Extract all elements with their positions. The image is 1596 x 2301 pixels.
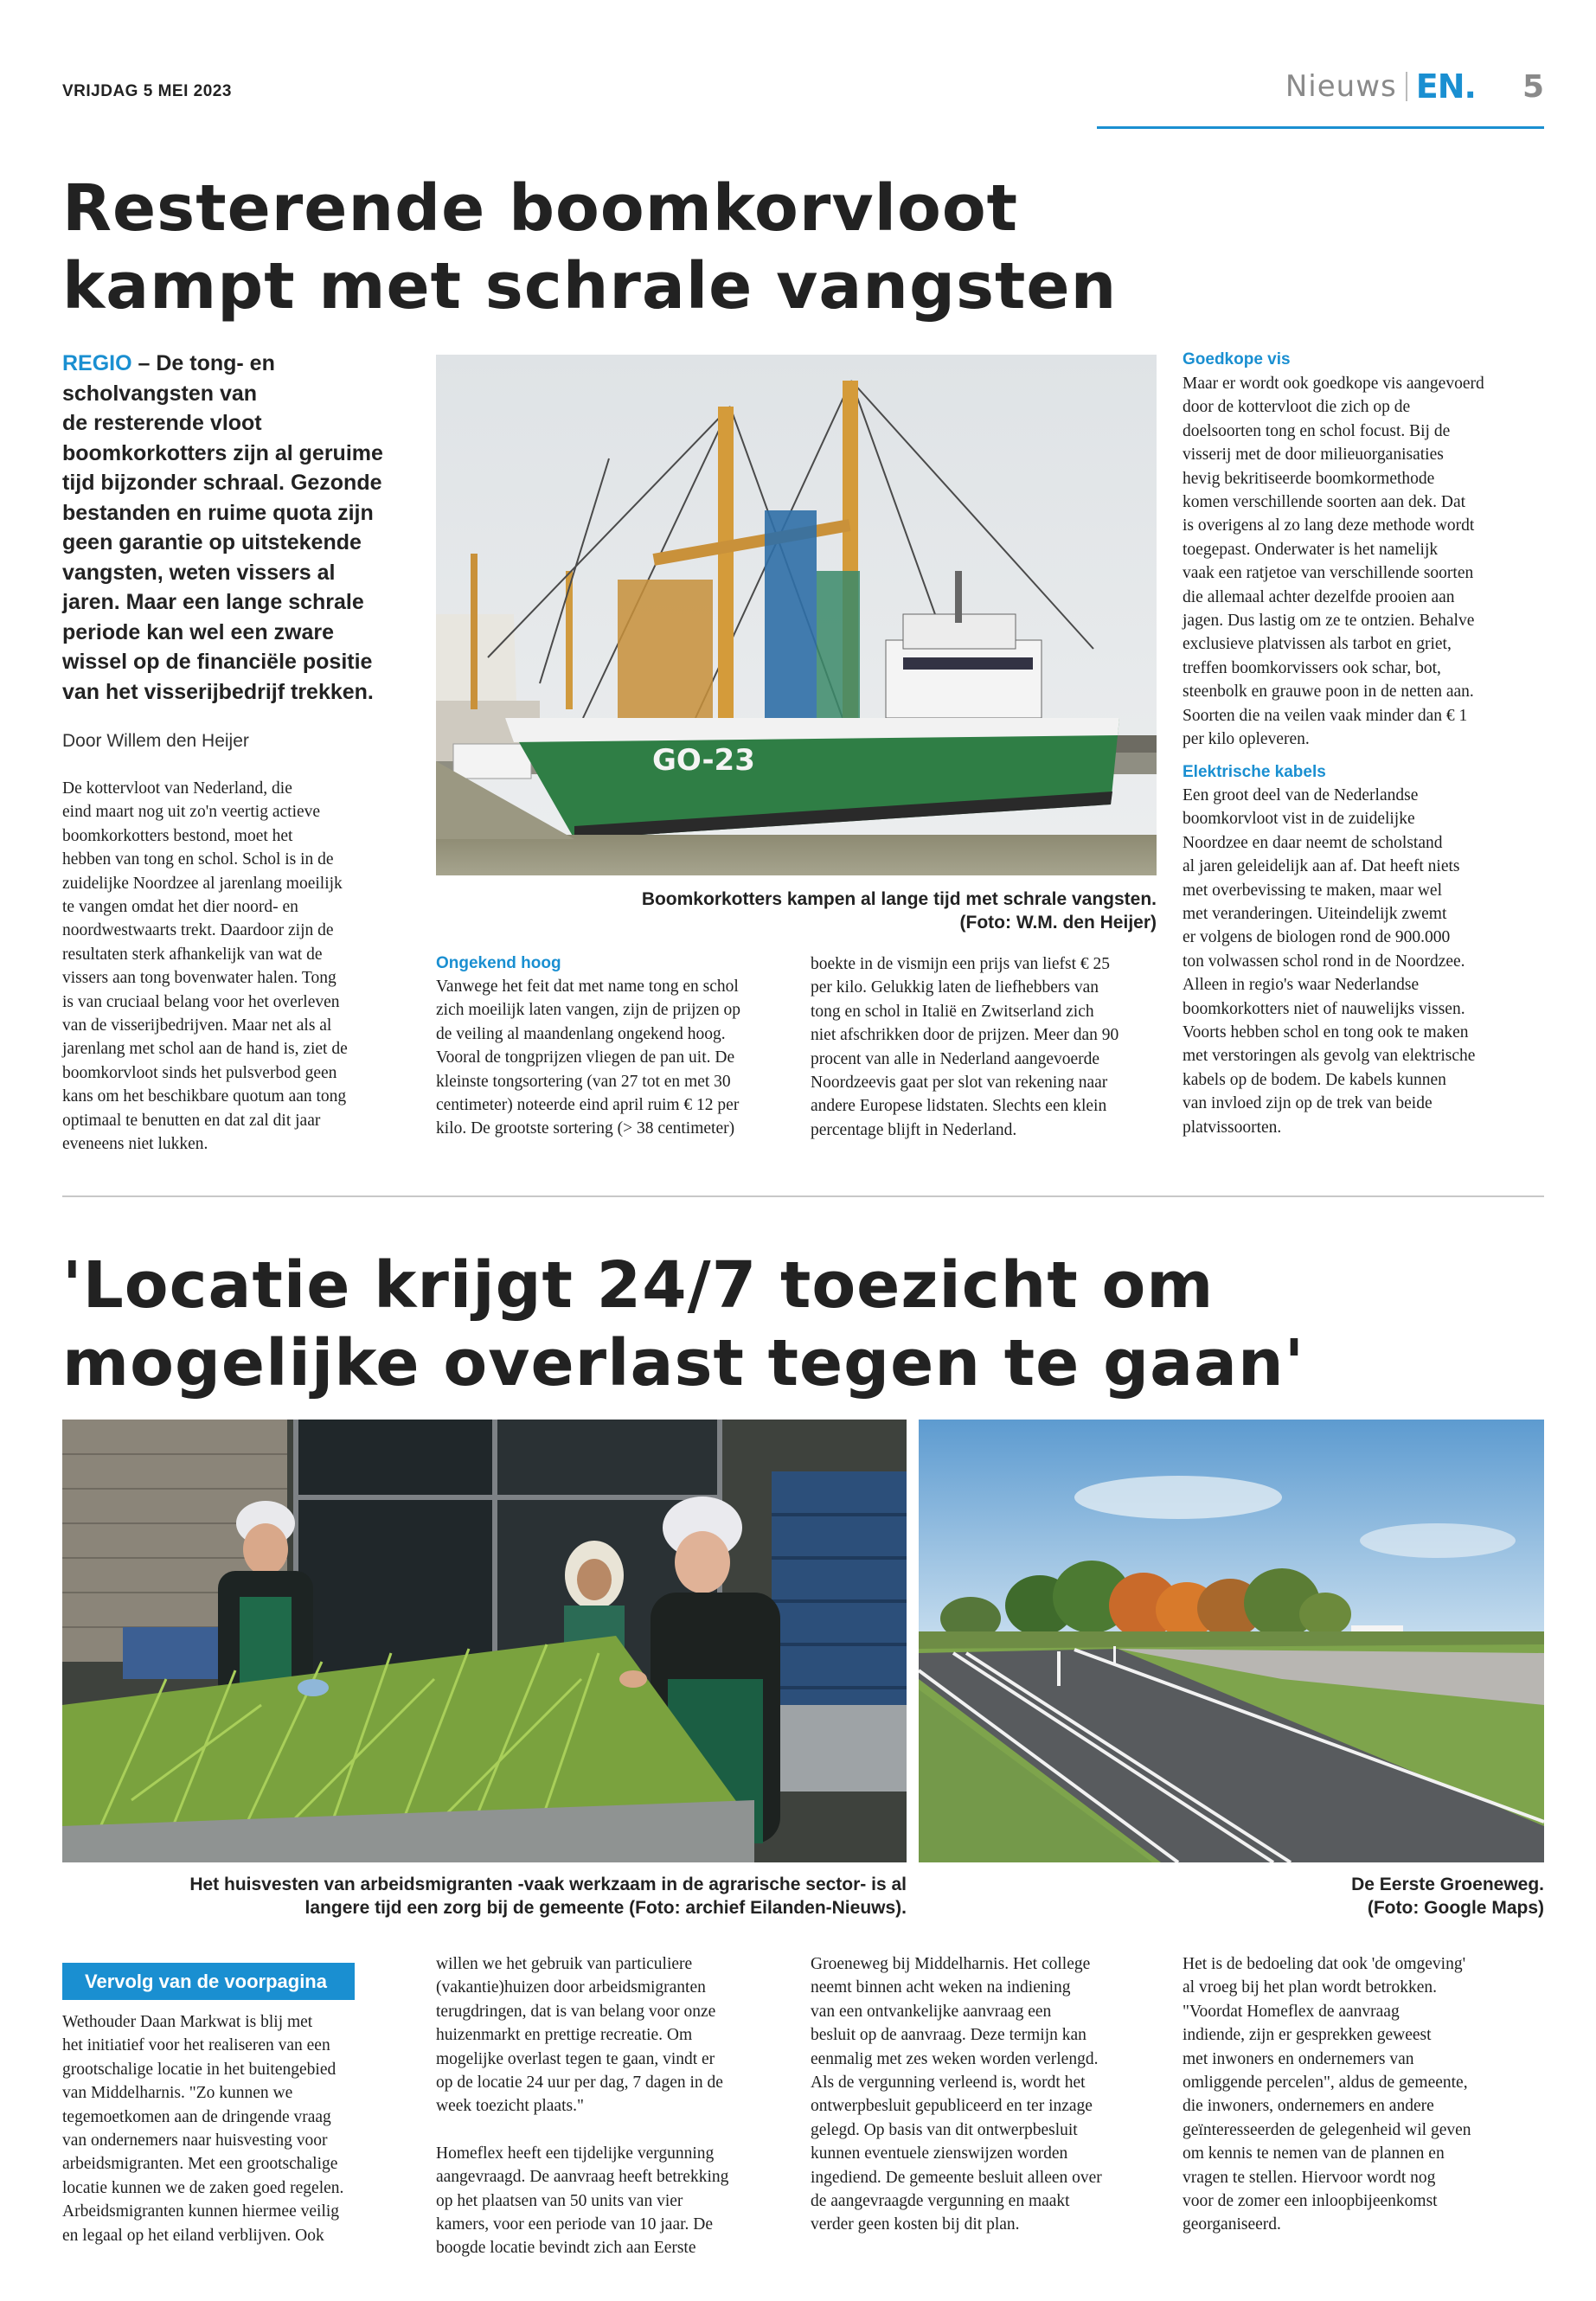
- subhead-goedkope-vis: Goedkope vis: [1183, 350, 1291, 369]
- body-line: boomkorvloot vist in de zuidelijke: [1183, 810, 1415, 829]
- body-line: per kilo opleveren.: [1183, 730, 1310, 749]
- article1-headline-line: Resterende boomkorvloot: [62, 171, 1019, 246]
- article2-photo-caption-right: [919, 1873, 1544, 1920]
- body-line: om kennis te nemen van de plannen en: [1183, 2144, 1445, 2163]
- body-line: komen verschillende soorten aan dek. Dat: [1183, 493, 1466, 512]
- body-line: exclusieve platvissen als tarbot en griet,: [1183, 635, 1452, 654]
- body-line: noordwestwaarts trekt. Daardoor zijn de: [62, 921, 334, 940]
- caption-line: Boomkorkotters kampen al lange tijd met schrale vangsten.: [641, 889, 1157, 909]
- body-line: ingediend. De gemeente besluit alleen over: [811, 2168, 1102, 2187]
- section-label: Nieuws: [1285, 69, 1397, 104]
- body-line: jarenlang met schol aan de hand is, ziet de: [62, 1040, 348, 1059]
- body-line: willen we het gebruik van particuliere: [436, 1955, 693, 1973]
- body-line: de veiling al maandenlang ongekend hoog.: [436, 1024, 726, 1043]
- body-line: boomkorvloot sinds het pulsverbod geen: [62, 1063, 337, 1082]
- body-line: Vooral de tongprijzen vliegen de pan uit. De: [436, 1048, 735, 1067]
- article2-headline: [62, 1247, 1304, 1402]
- body-line: Een groot deel van de Nederlandse: [1183, 786, 1419, 804]
- body-line: verder geen kosten bij dit plan.: [811, 2215, 1020, 2234]
- newspaper-logo: EN.: [1415, 67, 1476, 106]
- body-line: tong en schol in Italië en Zwitserland zich: [811, 1002, 1094, 1021]
- article1-col4-body-a: [1183, 372, 1546, 752]
- article2-col4-body: [1183, 1952, 1546, 2237]
- body-line: die allemaal achter dezelfde prooien aan: [1183, 587, 1455, 606]
- lead-location: REGIO: [62, 351, 132, 375]
- body-line: kleinste tongsortering (van 27 tot en met 30: [436, 1072, 731, 1091]
- body-line: toegepast. Onderwater is het namelijk: [1183, 540, 1439, 559]
- article1-lead: [62, 349, 408, 707]
- body-line: boomkorkotters niet of nauwelijks vissen.: [1183, 999, 1465, 1018]
- article2-col1-body: [62, 2010, 417, 2247]
- body-line: op de locatie 24 uur per dag, 7 dagen in de: [436, 2073, 723, 2093]
- article1-col2-body: [436, 975, 791, 1141]
- body-line: de aangevraagde vergunning en maakt: [811, 2192, 1070, 2211]
- body-line: van ondernemers naar huisvesting voor: [62, 2131, 328, 2150]
- body-line: boekte in de vismijn een prijs van liefst € 25: [811, 955, 1111, 973]
- body-line: met inwoners en ondernemers van: [1183, 2049, 1414, 2068]
- body-line: neemt binnen acht weken na indiening: [811, 1978, 1071, 1997]
- body-line: met overbevissing te maken, maar wel: [1183, 881, 1442, 900]
- body-line: Maar er wordt ook goedkope vis aangevoerd: [1183, 375, 1484, 393]
- body-line: omliggende percelen", aldus de gemeente,: [1183, 2073, 1468, 2093]
- paragraph-gap: [436, 2118, 791, 2142]
- body-line: hebben van tong en schol. Schol is in de: [62, 850, 334, 869]
- lead-line: bestanden en ruime quota zijn: [62, 500, 374, 525]
- body-line: eenmalig met zes weken worden verlengd.: [811, 2049, 1099, 2068]
- body-line: indiende, zijn er gesprekken geweest: [1183, 2026, 1432, 2045]
- body-line: platvissoorten.: [1183, 1118, 1282, 1137]
- body-line: Als de vergunning verleend is, wordt het: [811, 2073, 1086, 2093]
- body-line: vissers aan tong bovenwater halen. Tong: [62, 969, 337, 988]
- page-date: VRIJDAG 5 MEI 2023: [62, 82, 232, 100]
- body-line: boogde locatie bevindt zich aan Eerste: [436, 2239, 696, 2258]
- photo-fishing-boat: [436, 355, 1157, 875]
- article2-photo-caption-left: [62, 1873, 907, 1920]
- lead-line: vangsten, weten vissers al: [62, 560, 336, 585]
- body-line: Voorts hebben schol en tong ook te maken: [1183, 1023, 1469, 1042]
- header-separator: [1406, 72, 1407, 101]
- body-line: gelegd. Op basis van dit ontwerpbesluit: [811, 2120, 1078, 2139]
- header-rule: [1097, 126, 1544, 129]
- body-line: is van cruciaal belang voor het overleven: [62, 992, 340, 1011]
- article1-col3-body: [811, 952, 1165, 1142]
- body-line: kamers, voor een periode van 10 jaar. De: [436, 2215, 713, 2234]
- body-line: aangevraagd. De aanvraag heeft betrekking: [436, 2168, 729, 2187]
- body-line: Wethouder Daan Markwat is blij met: [62, 2013, 313, 2031]
- body-line: tegemoetkomen aan de dringende vraag: [62, 2107, 331, 2126]
- body-line: centimeter) noteerde eind april ruim € 12 per: [436, 1096, 740, 1115]
- body-line: Noordzeevis gaat per slot van rekening naar: [811, 1074, 1108, 1093]
- body-line: kans om het beschikbare quotum aan tong: [62, 1087, 347, 1106]
- body-line: er volgens de biologen rond de 900.000: [1183, 928, 1451, 947]
- body-line: optimaal te benutten en dat zal dit jaar: [62, 1111, 321, 1130]
- body-line: van Middelharnis. "Zo kunnen we: [62, 2084, 293, 2103]
- body-line: grootschalige locatie in het buitengebied: [62, 2060, 337, 2079]
- body-line: niet afschrikken door de prijzen. Meer dan 90: [811, 1026, 1119, 1045]
- body-line: terugdringen, dat is van belang voor onze: [436, 2002, 716, 2021]
- lead-line: – De tong- en: [131, 351, 275, 375]
- caption-line: De Eerste Groeneweg.: [1351, 1875, 1544, 1894]
- body-line: door de kottervloot die zich op de: [1183, 398, 1411, 417]
- article2-headline-line: mogelijke overlast tegen te gaan': [62, 1326, 1305, 1400]
- body-line: het initiatief voor het realiseren van een: [62, 2036, 330, 2055]
- caption-line: (Foto: Google Maps): [1367, 1898, 1544, 1918]
- body-line: Arbeidsmigranten kunnen hiermee veilig: [62, 2202, 340, 2221]
- lead-line: geen garantie op uitstekende: [62, 530, 362, 554]
- article2-col3-body: [811, 1952, 1165, 2237]
- body-line: van invloed zijn op de trek van beide: [1183, 1094, 1433, 1113]
- photo-workers-greenhouse: [62, 1420, 907, 1862]
- body-line: met veranderingen. Uiteindelijk zwemt: [1183, 905, 1447, 924]
- article1-col4-body-b: [1183, 784, 1546, 1139]
- body-line: van een ontvankelijke aanvraag een: [811, 2002, 1052, 2021]
- body-line: georganiseerd.: [1183, 2215, 1281, 2234]
- body-line: kabels op de bodem. De kabels kunnen: [1183, 1070, 1446, 1089]
- body-line: Alleen in regio's waar Nederlandse: [1183, 976, 1420, 995]
- subhead-elektrische-kabels: Elektrische kabels: [1183, 763, 1326, 781]
- body-line: geïnteresseerden de gelegenheid wil geven: [1183, 2120, 1471, 2139]
- body-line: huizenmarkt en prettige recreatie. Om: [436, 2026, 693, 2045]
- body-line: visserij met de door milieuorganisaties: [1183, 445, 1444, 465]
- body-line: zich moeilijk laten vangen, zijn de prijzen op: [436, 1001, 740, 1020]
- body-line: vragen te stellen. Hiervoor wordt nog: [1183, 2168, 1436, 2187]
- body-line: Noordzee en daar neemt de scholstand: [1183, 833, 1443, 852]
- body-line: besluit op de aanvraag. Deze termijn kan: [811, 2026, 1086, 2045]
- body-line: mogelijke overlast tegen te gaan, vindt er: [436, 2049, 715, 2068]
- body-line: week toezicht plaats.": [436, 2097, 584, 2116]
- body-line: die inwoners, ondernemers en andere: [1183, 2097, 1434, 2116]
- lead-line: wissel op de financiële positie: [62, 650, 373, 674]
- greenhouse-workers-illustration: [62, 1420, 907, 1862]
- body-line: per kilo. Gelukkig laten de liefhebbers van: [811, 978, 1099, 997]
- body-line: Het is de bedoeling dat ook 'de omgeving': [1183, 1955, 1466, 1973]
- body-line: kilo. De grootste sortering (> 38 centimeter): [436, 1119, 735, 1138]
- body-line: eind maart nog uit zo'n veertig actieve: [62, 803, 321, 822]
- body-line: Vanwege het feit dat met name tong en schol: [436, 977, 739, 996]
- lead-line: van het visserijbedrijf trekken.: [62, 679, 374, 704]
- body-line: treffen boomkorvissers ook schar, bot,: [1183, 658, 1441, 677]
- lead-line: jaren. Maar een lange schrale: [62, 590, 364, 614]
- body-line: met verstoringen als gevolg van elektrische: [1183, 1047, 1476, 1066]
- body-line: voor de zomer een inloopbijeenkomst: [1183, 2192, 1438, 2211]
- lead-line: scholvangsten van: [62, 381, 258, 406]
- lead-line: periode kan wel een zware: [62, 619, 335, 644]
- page-number: 5: [1522, 68, 1544, 105]
- body-line: Groeneweg bij Middelharnis. Het college: [811, 1955, 1091, 1973]
- subhead-ongekend-hoog: Ongekend hoog: [436, 954, 561, 972]
- body-line: andere Europese lidstaten. Slechts een klein: [811, 1097, 1107, 1116]
- article1-headline-line: kampt met schrale vangsten: [62, 249, 1118, 324]
- body-line: ton volwassen schol rond in de Noordzee.: [1183, 952, 1465, 971]
- body-line: resultaten sterk afhankelijk van wat de: [62, 945, 323, 964]
- page-header-right: [1285, 66, 1544, 107]
- body-line: kunnen eventuele zienswijzen worden: [811, 2144, 1068, 2163]
- article1-photo-caption: [436, 888, 1157, 934]
- body-line: vaak een ratjetoe van verschillende soorten: [1183, 564, 1474, 583]
- caption-line: Het huisvesten van arbeidsmigranten -vaak werkzaam in de agrarische sector- is al: [189, 1875, 907, 1894]
- lead-line: boomkorkotters zijn al geruime: [62, 440, 383, 465]
- body-line: procent van alle in Nederland aangevoerde: [811, 1049, 1100, 1068]
- body-line: boomkorkotters bestond, moet het: [62, 826, 293, 845]
- article1-col1-body: [62, 777, 417, 1157]
- photo-eerste-groeneweg: [919, 1420, 1544, 1862]
- body-line: locatie kunnen we de zaken goed regelen.: [62, 2178, 344, 2197]
- lead-line: tijd bijzonder schraal. Gezonde: [62, 471, 382, 495]
- article2-col2-body: [436, 1952, 791, 2260]
- body-line: ontwerpbesluit gepubliceerd en ter inzage: [811, 2097, 1093, 2116]
- body-line: op het plaatsen van 50 units van vier: [436, 2191, 683, 2210]
- boat-registration: GO-23: [652, 743, 755, 778]
- byline: Door Willem den Heijer: [62, 731, 249, 751]
- body-line: jagen. Dus lastig om ze te ontzien. Behalve: [1183, 612, 1475, 631]
- caption-line: (Foto: W.M. den Heijer): [959, 913, 1157, 933]
- fishing-boat-illustration: [436, 355, 1157, 875]
- body-line: De kottervloot van Nederland, die: [62, 779, 292, 798]
- caption-line: langere tijd een zorg bij de gemeente (Foto: archief Eilanden-Nieuws).: [304, 1898, 907, 1918]
- road-landscape-illustration: [919, 1420, 1544, 1862]
- article-divider: [62, 1195, 1544, 1197]
- body-line: te vangen omdat het dier noord- en: [62, 898, 298, 917]
- body-line: van de visserijbedrijven. Maar net als al: [62, 1016, 332, 1035]
- body-line: zuidelijke Noordzee al jarenlang moeilijk: [62, 874, 343, 893]
- body-line: en legaal op het eiland verblijven. Ook: [62, 2226, 324, 2245]
- body-line: is overigens al zo lang deze methode wordt: [1183, 516, 1475, 535]
- body-line: doelsoorten tong en schol focust. Bij de: [1183, 421, 1451, 440]
- body-line: (vakantie)huizen door arbeidsmigranten: [436, 1978, 706, 1997]
- body-line: hevig bekritiseerde boomkormethode: [1183, 469, 1435, 488]
- body-line: steenbolk en grauwe poon in de netten aan.: [1183, 683, 1474, 702]
- article1-headline: [62, 170, 1117, 325]
- body-line: Soorten die na veilen vaak minder dan € 1: [1183, 706, 1468, 725]
- body-line: al vroeg bij het plan wordt betrokken.: [1183, 1978, 1438, 1997]
- body-line: Homeflex heeft een tijdelijke vergunning: [436, 2144, 715, 2163]
- lead-line: de resterende vloot: [62, 411, 262, 435]
- article2-headline-line: 'Locatie krijgt 24/7 toezicht om: [62, 1248, 1215, 1323]
- body-line: percentage blijft in Nederland.: [811, 1120, 1017, 1139]
- body-line: eveneens niet lukken.: [62, 1135, 208, 1154]
- body-line: al jaren geleidelijk aan af. Dat heeft niets: [1183, 857, 1460, 876]
- body-line: "Voordat Homeflex de aanvraag: [1183, 2002, 1400, 2021]
- body-line: arbeidsmigranten. Met een grootschalige: [62, 2155, 338, 2174]
- continued-from-front-page-label: Vervolg van de voorpagina: [62, 1963, 355, 2000]
